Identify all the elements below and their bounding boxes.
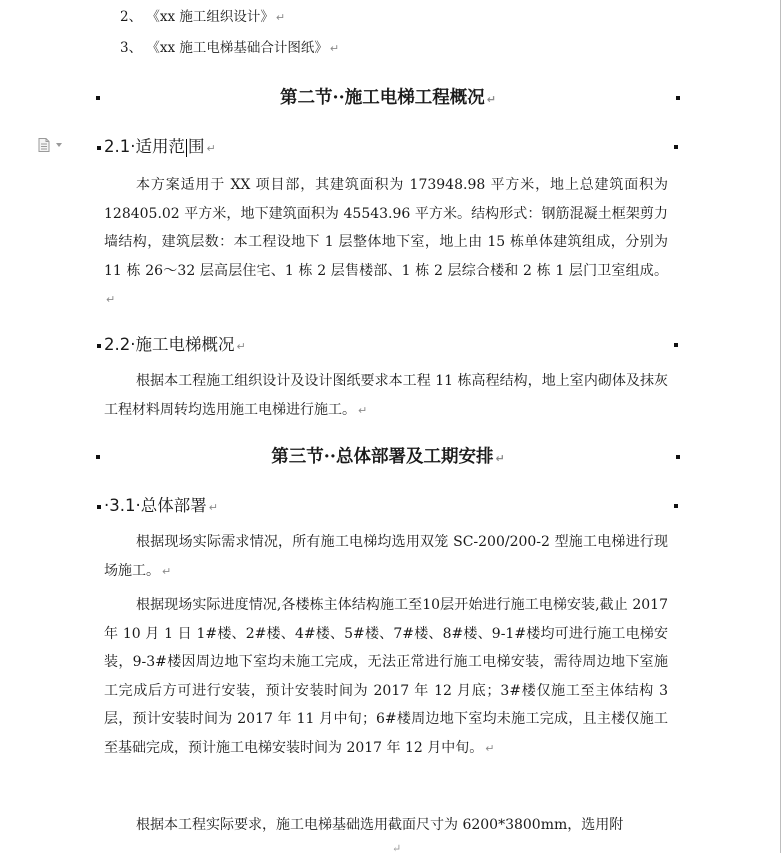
- text-cursor: [186, 139, 187, 157]
- paragraph-mark: ↵: [275, 11, 286, 24]
- format-marker: [97, 344, 101, 348]
- reference-number: 3、: [120, 40, 143, 56]
- paragraph-mark: ↵: [208, 501, 218, 514]
- paragraph-mark: ↵: [358, 403, 368, 417]
- section-heading-2: [98, 85, 678, 111]
- subheading-text-end: 围: [188, 137, 205, 156]
- paragraph-scope: [104, 171, 668, 315]
- format-marker: [97, 146, 101, 150]
- paragraph-elevator-overview: [104, 367, 668, 425]
- subheading-2-1: [97, 135, 216, 161]
- chevron-down-icon[interactable]: [56, 143, 62, 147]
- paragraph-mark: ↵: [236, 340, 246, 353]
- section-title: 第三节··总体部署及工期安排: [271, 447, 494, 467]
- reference-item-2: [120, 7, 285, 28]
- paragraph-text: 根据现场实际进度情况,各楼栋主体结构施工至10层开始进行施工电梯安装,截止 2017 年 10 月 1 日 1#楼、2#楼、4#楼、5#楼、7#楼、8#楼、9-1#楼均可进行施工电梯安装，9-3#楼因周边地下室均未施工完成，无法正常进行施工电梯安装，需待周边地下室施工完成后方可进行安装，预计安装时间为 2017 年 12 月底；3#楼仅施工至主体结构 3 层，预计安装时间为 2017 年 11 月中旬；6#楼周边地下室均未施工完成，且主楼仅施工至基础完成，预计施工电梯安装时间为 2017 年 12 月中旬。: [104, 597, 668, 756]
- format-marker: [674, 504, 678, 508]
- paragraph-mark: ↵: [495, 452, 505, 465]
- format-marker: [676, 96, 680, 100]
- paragraph-foundation: [104, 811, 668, 840]
- subheading-number: 2.1·: [104, 137, 136, 156]
- format-marker: [674, 145, 678, 149]
- paragraph-mark: ↵: [329, 42, 340, 55]
- page-edge: [780, 0, 781, 853]
- paragraph-text: 本方案适用于 XX 项目部，其建筑面积为 173948.98 平方米，地上总建筑面积为 128405.02 平方米，地下建筑面积为 45543.96 平方米。结构形式：钢筋混凝土框架剪力墙结构，建筑层数：本工程设地下 1 层整体地下室，地上由 15 栋单体建筑组成，分别为 11 栋 26～32 层高层住宅、1 栋 2 层售楼部、1 栋 2 层综合楼和 2 栋 1 层门卫室组成。: [104, 177, 668, 279]
- format-marker: [97, 505, 101, 509]
- subheading-2-2: [97, 333, 246, 359]
- section-heading-3: [98, 444, 678, 470]
- subheading-number: 2.2·: [104, 335, 136, 354]
- subheading-3-1: [97, 494, 218, 520]
- paragraph-progress: [104, 591, 668, 764]
- paragraph-mark: ↵: [392, 842, 402, 855]
- paragraph-demand: [104, 528, 668, 586]
- reference-text: 《xx 施工组织设计》: [146, 9, 274, 25]
- paragraph-mark: ↵: [106, 293, 116, 307]
- reference-text: 《xx 施工电梯基础合计图纸》: [146, 40, 328, 56]
- paragraph-mark: ↵: [162, 564, 172, 578]
- document-icon[interactable]: [38, 138, 50, 152]
- paragraph-mark: ↵: [486, 93, 496, 106]
- section-title: 第二节··施工电梯工程概况: [280, 88, 485, 108]
- paragraph-mark: ↵: [485, 741, 495, 755]
- format-marker: [676, 455, 680, 459]
- paragraph-text: 根据本工程施工组织设计及设计图纸要求本工程 11 栋高程结构，地上室内砌体及抹灰工程材料周转均选用施工电梯进行施工。: [104, 373, 668, 418]
- reference-item-3: [120, 38, 339, 59]
- subheading-text: 施工电梯概况: [135, 335, 235, 354]
- paragraph-text: 根据本工程实际要求，施工电梯基础选用截面尺寸为 6200*3800mm，选用附: [136, 817, 624, 833]
- subheading-text: 适用范: [135, 137, 185, 156]
- subheading-number: ·3.1·: [104, 496, 141, 515]
- format-marker: [674, 343, 678, 347]
- paragraph-text: 根据现场实际需求情况，所有施工电梯均选用双笼 SC-200/200-2 型施工电梯进行现场施工。: [104, 534, 668, 579]
- paragraph-mark: ↵: [206, 142, 216, 155]
- subheading-text: 总体部署: [140, 496, 207, 515]
- reference-number: 2、: [120, 9, 143, 25]
